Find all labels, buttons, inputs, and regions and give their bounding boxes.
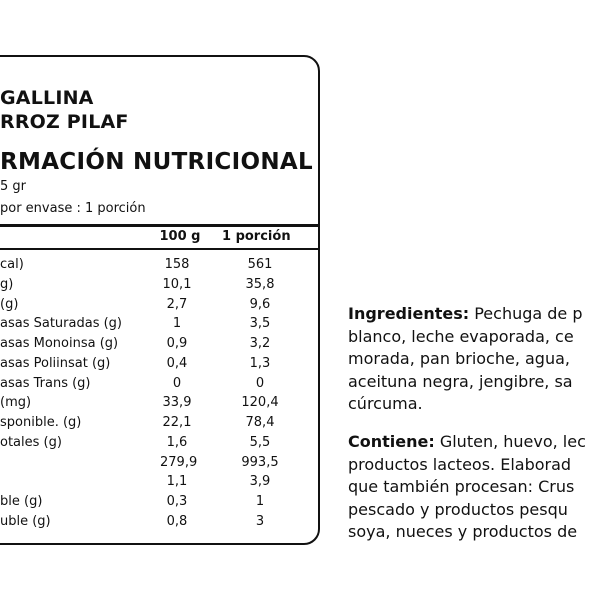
column-header-portion: 1 porción — [222, 229, 291, 244]
value-per-100g: 33,9 — [162, 395, 192, 411]
value-per-100g: 0,9 — [166, 336, 188, 351]
nutrient-name: (mg) — [0, 395, 32, 411]
nutrient-name: sponible. (g) — [0, 415, 82, 430]
contains-line: Gluten, huevo, lec — [434, 432, 586, 451]
value-per-100g: 22,1 — [162, 415, 192, 430]
value-per-portion: 3 — [255, 513, 265, 529]
nutrient-name: asas Monoinsa (g) — [0, 336, 119, 351]
value-per-portion: 5,5 — [249, 434, 271, 450]
servings-per-container: por envase : 1 porción — [0, 201, 146, 216]
product-title-line1: GALLINA — [0, 87, 94, 109]
value-per-100g: 10,1 — [162, 276, 192, 292]
nutrient-name: ble (g) — [0, 494, 43, 509]
nutrition-heading: RMACIÓN NUTRICIONAL — [0, 149, 313, 175]
contains-line: pescado y productos pesqu — [348, 499, 568, 519]
value-per-portion: 3,5 — [249, 316, 271, 332]
value-per-100g: 0,3 — [166, 494, 188, 509]
contains-line: que también procesan: Crus — [348, 477, 575, 496]
ingredients-line: blanco, leche evaporada, ce — [348, 326, 574, 346]
nutrient-name: asas Saturadas (g) — [0, 316, 122, 332]
value-per-100g: 2,7 — [166, 296, 188, 312]
nutrient-name: g) — [0, 276, 14, 292]
value-per-portion: 561 — [247, 257, 273, 272]
value-per-portion: 35,8 — [245, 276, 275, 292]
nutrient-name: otales (g) — [0, 434, 62, 450]
value-per-100g: 158 — [164, 257, 190, 272]
column-header-100g: 100 g — [159, 229, 201, 244]
value-per-portion: 1 — [255, 494, 265, 509]
value-per-100g: 1 — [172, 316, 182, 332]
product-title-line2: RROZ PILAF — [0, 111, 129, 133]
ingredients-line: morada, pan brioche, agua, — [348, 349, 570, 368]
value-per-portion: 3,9 — [249, 474, 271, 490]
value-per-100g: 0,4 — [166, 355, 188, 371]
ingredients-line: Pechuga de p — [469, 304, 583, 323]
nutrient-name: asas Poliinsat (g) — [0, 355, 111, 371]
contains-line: productos lacteos. Elaborad — [348, 454, 572, 474]
table-header-divider — [0, 248, 320, 250]
value-per-100g: 0,8 — [166, 513, 188, 529]
ingredients-label: Ingredientes: — [348, 304, 470, 323]
value-per-100g: 1,6 — [166, 434, 188, 450]
contains-label: Contiene: — [348, 432, 435, 451]
nutrient-name: uble (g) — [0, 513, 51, 529]
nutrient-name: cal) — [0, 257, 24, 272]
value-per-portion: 993,5 — [241, 454, 279, 470]
value-per-100g: 0 — [172, 375, 182, 391]
ingredients-block — [348, 303, 600, 416]
header-divider — [0, 224, 320, 227]
contains-block — [348, 431, 600, 544]
value-per-100g: 1,1 — [166, 474, 188, 490]
nutrient-name: (g) — [0, 296, 19, 312]
serving-size: 5 gr — [0, 179, 26, 194]
value-per-portion: 0 — [255, 375, 265, 391]
value-per-portion: 3,2 — [249, 336, 271, 351]
ingredients-line: aceituna negra, jengibre, sa — [348, 371, 573, 391]
value-per-100g: 279,9 — [160, 454, 198, 470]
nutrient-name: asas Trans (g) — [0, 375, 91, 391]
value-per-portion: 9,6 — [249, 296, 271, 312]
contains-line: soya, nueces y productos de — [348, 522, 578, 541]
value-per-portion: 1,3 — [249, 355, 271, 371]
ingredients-line: cúrcuma. — [348, 394, 423, 413]
value-per-portion: 120,4 — [241, 395, 279, 411]
value-per-portion: 78,4 — [245, 415, 275, 430]
